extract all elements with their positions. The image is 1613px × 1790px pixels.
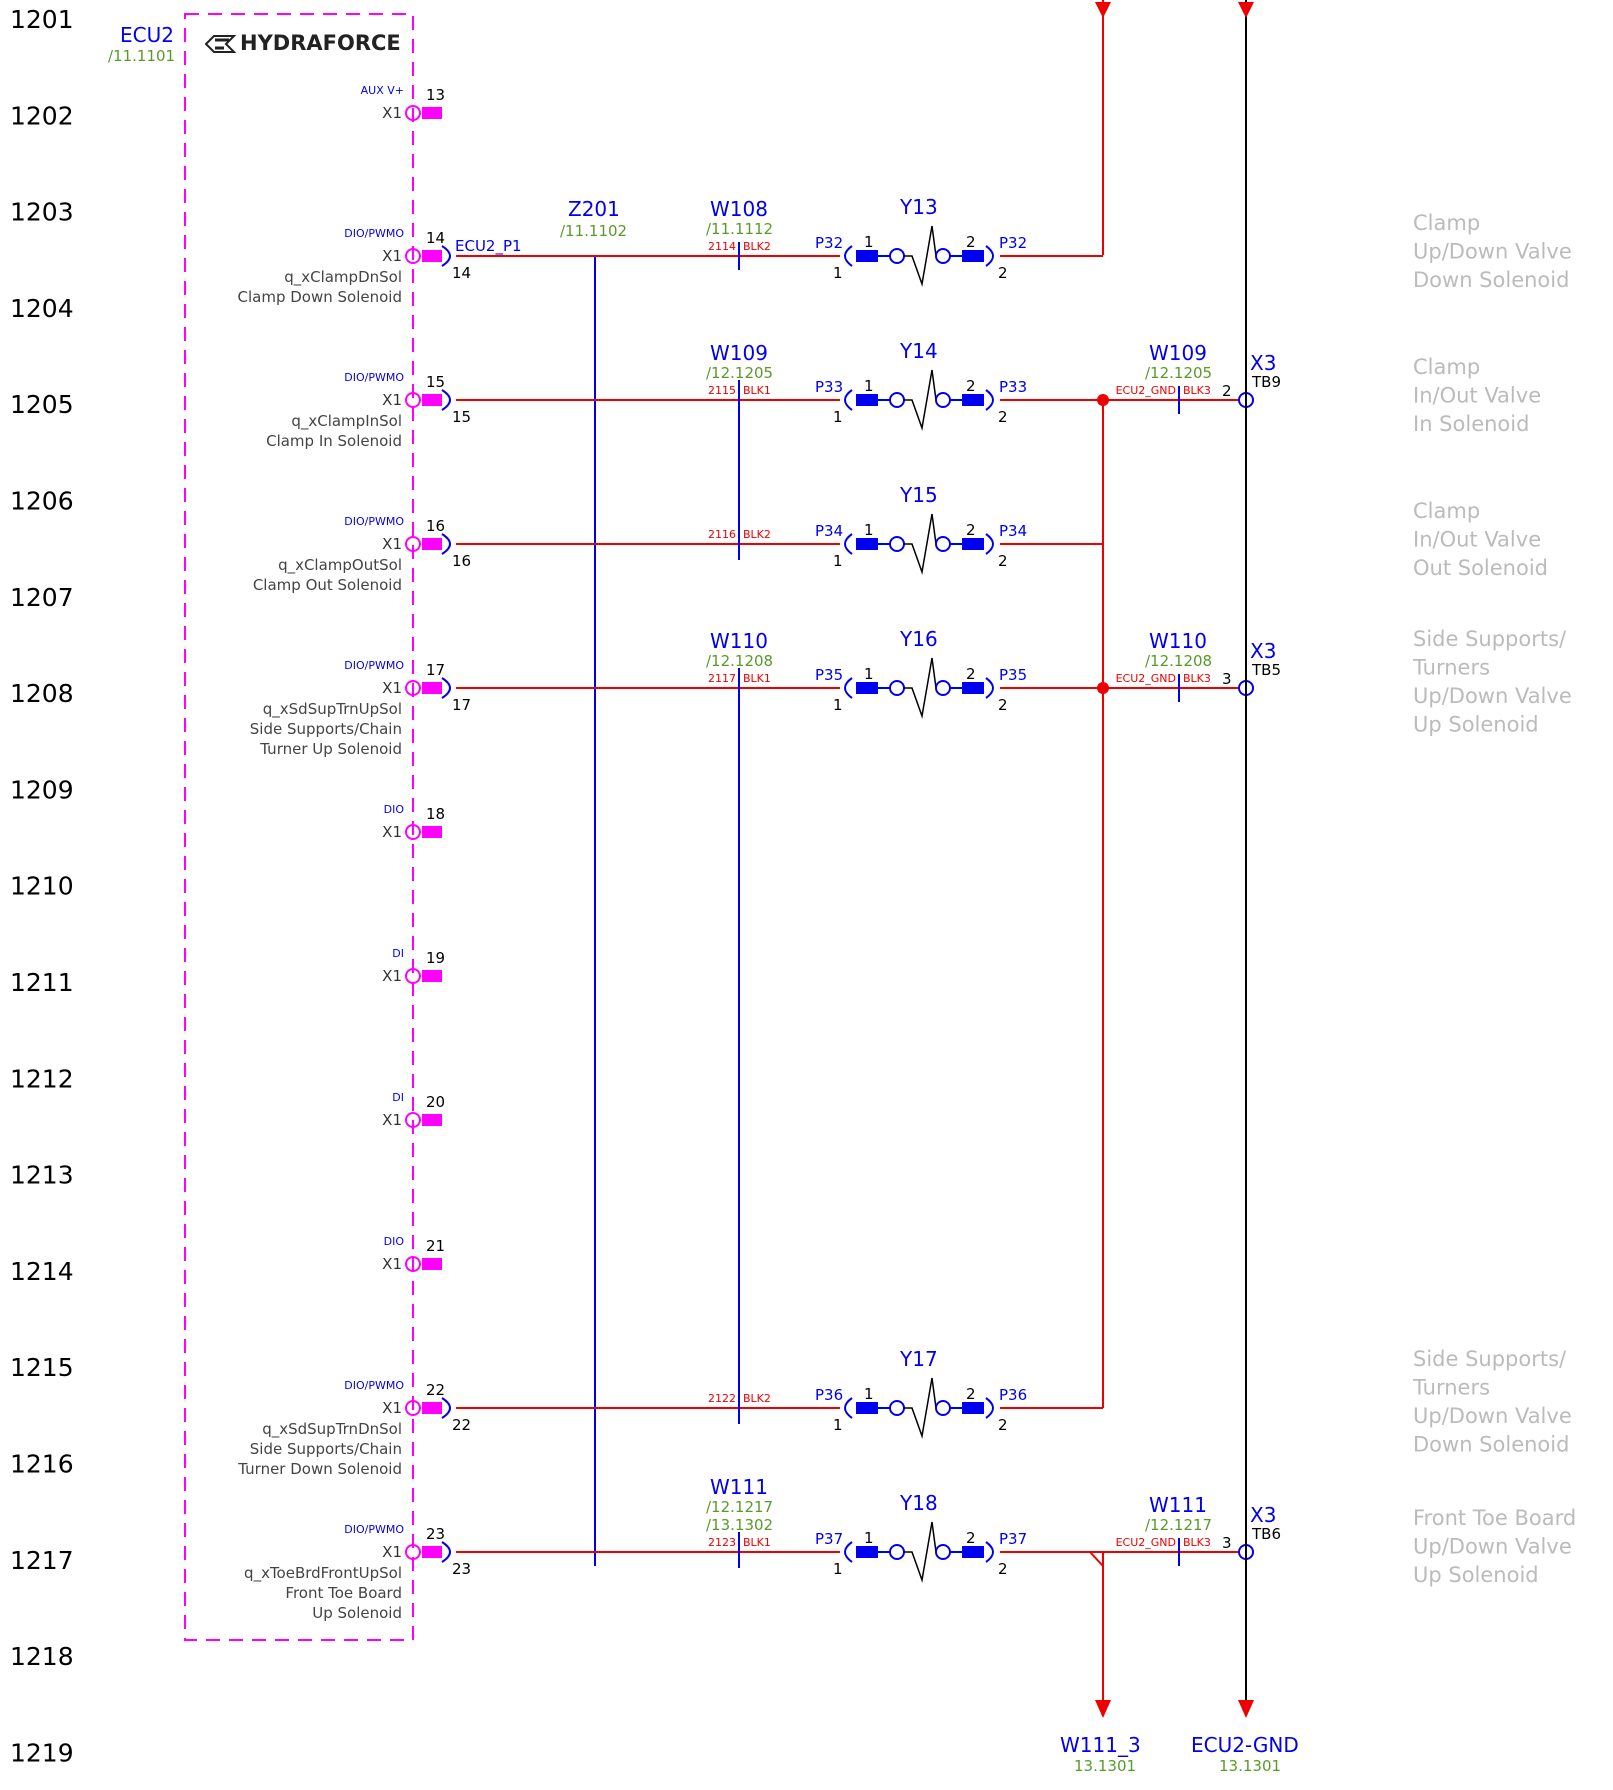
- red-arrow-down-icon: [1095, 1700, 1111, 1718]
- row-number: 1209: [10, 775, 74, 805]
- pin-connector: X1: [382, 679, 402, 697]
- circuit-y18: [456, 1475, 1103, 1580]
- ground-cable-ref: /12.1205: [1145, 364, 1213, 382]
- plug-icon: [986, 246, 993, 266]
- solenoid-pin-a: 1: [864, 233, 874, 251]
- plug-pin-a: 1: [833, 1560, 843, 1578]
- plug-name: P35: [999, 666, 1028, 684]
- plug-pin-b: 2: [998, 552, 1008, 570]
- pin-number: 17: [426, 661, 446, 679]
- ground-link-w109: [1097, 341, 1281, 414]
- red-arrow-down-icon: [1238, 1700, 1254, 1718]
- plug-name: P35: [815, 666, 844, 684]
- pin-connector: X1: [382, 1399, 402, 1417]
- signal-description: Front Toe Board: [285, 1584, 402, 1602]
- solenoid-pin-a: 1: [864, 665, 874, 683]
- hydraforce-brand: HYDRAFORCE: [240, 31, 401, 55]
- solenoid-pin-icon: [856, 538, 878, 550]
- pin-socket-icon: [422, 826, 442, 838]
- signal-name: q_xToeBrdFrontUpSol: [244, 1564, 402, 1582]
- wire-color: BLK1: [743, 1536, 771, 1549]
- pin-socket-icon: [422, 970, 442, 982]
- row-number: 1210: [10, 871, 74, 901]
- pin-type: DIO: [383, 803, 404, 816]
- circuit-y17: [456, 1347, 1103, 1436]
- red-arrow-down-icon: [1238, 2, 1254, 18]
- wire-number: 2122: [708, 1392, 736, 1405]
- plug-icon: [986, 390, 993, 410]
- valve-note: In/Out Valve: [1413, 383, 1542, 408]
- wire-color: BLK1: [743, 384, 771, 397]
- solenoid-name: Y16: [900, 627, 938, 651]
- ground-color: BLK3: [1183, 384, 1211, 397]
- plug-name: P34: [815, 522, 844, 540]
- pin-connector: X1: [382, 104, 402, 122]
- signal-name: q_xSdSupTrnUpSol: [262, 700, 402, 718]
- row-number: 1218: [10, 1642, 74, 1672]
- solenoid-coil-icon: [936, 393, 950, 407]
- valve-notes-group: [1412, 211, 1576, 1587]
- pin-number: 14: [426, 229, 446, 247]
- solenoid-coil-icon: [890, 1545, 904, 1559]
- ground-cable-name: W111: [1149, 1493, 1207, 1517]
- valve-note: Up Solenoid: [1413, 712, 1539, 737]
- valve-note: Down Solenoid: [1413, 268, 1570, 292]
- pin-out-number: 15: [452, 408, 472, 426]
- solenoid-circuit-group: [456, 195, 1281, 1580]
- valve-note: Up/Down Valve: [1413, 1404, 1572, 1428]
- terminal-pin: 2: [1222, 382, 1232, 400]
- valve-note: In Solenoid: [1413, 412, 1530, 436]
- ecu-pin-22: [237, 1379, 471, 1478]
- plug-name: P37: [999, 1530, 1028, 1548]
- plug-name: P37: [815, 1530, 844, 1548]
- pin-out-number: 23: [452, 1560, 472, 1578]
- pin-socket-icon: [422, 394, 442, 406]
- row-number: 1212: [10, 1064, 74, 1094]
- solenoid-coil-icon: [890, 681, 904, 695]
- hydraforce-icon: [206, 36, 234, 52]
- plug-pin-a: 1: [833, 264, 843, 282]
- cable-ref: /12.1208: [706, 652, 774, 670]
- plug-icon: [442, 1542, 450, 1562]
- ecu2-block: [108, 14, 413, 1640]
- ground-cable-name: W109: [1149, 341, 1207, 365]
- output-ecu2-gnd-ref: 13.1301: [1219, 1757, 1282, 1775]
- signal-name: q_xClampDnSol: [284, 268, 402, 286]
- signal-description: Clamp In Solenoid: [266, 432, 402, 450]
- pin-socket-icon: [422, 682, 442, 694]
- pin-connector: X1: [382, 391, 402, 409]
- valve-note: Up Solenoid: [1413, 1563, 1539, 1587]
- output-w111-3-ref: 13.1301: [1074, 1757, 1137, 1775]
- plug-pin-a: 1: [833, 408, 843, 426]
- valve-note: Up/Down Valve: [1413, 1534, 1572, 1559]
- hydraforce-logo: [206, 31, 401, 55]
- wire-color: BLK2: [743, 528, 771, 541]
- solenoid-name: Y15: [900, 483, 938, 507]
- plug-icon: [986, 534, 993, 554]
- plug-name: P36: [815, 1386, 844, 1404]
- cable-name: W109: [710, 341, 768, 365]
- solenoid-pin-b: 2: [966, 1529, 976, 1547]
- solenoid-coil-icon: [936, 1545, 950, 1559]
- plug-icon: [442, 1398, 450, 1418]
- signal-description: Turner Down Solenoid: [238, 1460, 402, 1478]
- wire-color: BLK1: [743, 672, 771, 685]
- branch-wire: [1090, 1552, 1103, 1566]
- pin-type: DI: [392, 1091, 404, 1104]
- plug-pin-b: 2: [998, 1560, 1008, 1578]
- ecu-pin-14: [238, 227, 522, 306]
- pin-number: 18: [426, 805, 446, 823]
- circuit-y13: [456, 195, 1103, 284]
- pin-socket-icon: [422, 1402, 442, 1414]
- valve-note: Side Supports/: [1413, 1347, 1567, 1371]
- cable-name: W111: [710, 1475, 768, 1499]
- row-number: 1211: [10, 968, 74, 997]
- row-number: 1208: [10, 679, 74, 709]
- pin-socket-icon: [422, 1114, 442, 1126]
- plug-icon: [845, 678, 852, 698]
- plug-pin-a: 1: [833, 1416, 843, 1434]
- solenoid-spring-icon: [904, 658, 936, 716]
- row-number: 1214: [10, 1256, 74, 1286]
- pin-connector: X1: [382, 1111, 402, 1129]
- ecu2-name: ECU2: [120, 23, 174, 47]
- supply-feeds: [1095, 0, 1254, 1716]
- plug-name: P34: [999, 522, 1028, 540]
- ecu-pin-16: [253, 515, 471, 594]
- terminal-pin: 3: [1222, 670, 1232, 688]
- row-number: 1203: [10, 197, 74, 227]
- solenoid-spring-icon: [904, 370, 936, 428]
- row-number: 1215: [10, 1353, 74, 1383]
- row-number: 1213: [10, 1160, 74, 1190]
- terminal-name: X3: [1250, 351, 1277, 375]
- solenoid-spring-icon: [904, 1522, 936, 1580]
- pin-type: DI: [392, 947, 404, 960]
- pin-connector: X1: [382, 967, 402, 985]
- plug-icon: [442, 246, 450, 266]
- ground-color: BLK3: [1183, 1536, 1211, 1549]
- pin-type: AUX V+: [360, 84, 404, 97]
- circuit-y15: [456, 483, 1103, 572]
- terminal-block: TB6: [1252, 1525, 1281, 1543]
- solenoid-name: Y14: [900, 339, 938, 363]
- row-number: 1216: [10, 1449, 74, 1479]
- ecu-pin-17: [250, 659, 471, 758]
- pin-number: 19: [426, 949, 446, 967]
- solenoid-pin-icon: [962, 1402, 984, 1414]
- plug-icon: [986, 1542, 993, 1562]
- solenoid-pin-b: 2: [966, 233, 976, 251]
- plug-icon: [442, 390, 450, 410]
- circuit-y16: [456, 627, 1103, 716]
- solenoid-pin-b: 2: [966, 521, 976, 539]
- pin-connector: X1: [382, 247, 402, 265]
- terminal-pin: 3: [1222, 1534, 1232, 1552]
- row-number: 1217: [10, 1545, 74, 1575]
- row-number: 1204: [10, 293, 74, 323]
- plug-icon: [845, 1398, 852, 1418]
- pin-connector: X1: [382, 823, 402, 841]
- ground-net: ECU2_GND: [1115, 384, 1176, 397]
- plug-icon: [845, 534, 852, 554]
- solenoid-pin-b: 2: [966, 377, 976, 395]
- red-arrow-down-icon: [1095, 2, 1111, 18]
- plug-pin-b: 2: [998, 264, 1008, 282]
- signal-description: Clamp Down Solenoid: [237, 288, 402, 306]
- valve-note: Turners: [1413, 655, 1491, 680]
- pin-number: 15: [426, 373, 446, 391]
- solenoid-spring-icon: [904, 514, 936, 572]
- solenoid-pin-a: 1: [864, 1529, 874, 1547]
- solenoid-pin-icon: [962, 682, 984, 694]
- pin-out-number: 16: [452, 552, 472, 570]
- plug-name: P32: [815, 234, 844, 252]
- row-number-column: [10, 5, 74, 1767]
- valve-note: Out Solenoid: [1413, 556, 1549, 580]
- plug-icon: [845, 1542, 852, 1562]
- solenoid-pin-icon: [856, 1546, 878, 1558]
- plug-pin-b: 2: [998, 696, 1008, 714]
- pin-connector: X1: [382, 535, 402, 553]
- valve-note: Down Solenoid: [1413, 1432, 1570, 1457]
- ground-color: BLK3: [1183, 672, 1211, 685]
- ground-link-w110: [1097, 629, 1281, 702]
- pin-out-number: 14: [452, 264, 472, 282]
- ground-link-w111: [1103, 1493, 1281, 1566]
- solenoid-name: Y17: [900, 1347, 938, 1371]
- bottom-outputs: [1060, 1551, 1299, 1775]
- ground-cable-name: W110: [1149, 629, 1207, 653]
- ground-net: ECU2_GND: [1115, 1536, 1176, 1549]
- wire-number: 2114: [708, 240, 736, 253]
- pin-socket-icon: [422, 538, 442, 550]
- bundle-z201: [560, 197, 627, 1566]
- solenoid-coil-icon: [936, 681, 950, 695]
- valve-note: Turners: [1413, 1375, 1491, 1400]
- wire-number: 2116: [708, 528, 736, 541]
- valve-note: Front Toe Board: [1413, 1506, 1577, 1530]
- signal-name: q_xSdSupTrnDnSol: [262, 1420, 402, 1438]
- row-number: 1206: [10, 486, 74, 516]
- valve-note: Clamp: [1413, 499, 1481, 523]
- row-number: 1205: [10, 390, 74, 420]
- ecu-pin-15: [266, 371, 471, 450]
- signal-description: Side Supports/Chain: [249, 1440, 402, 1458]
- solenoid-coil-icon: [890, 393, 904, 407]
- pin-socket-icon: [422, 1546, 442, 1558]
- solenoid-coil-icon: [890, 537, 904, 551]
- ground-net: ECU2_GND: [1115, 672, 1176, 685]
- pin-number: 23: [426, 1525, 446, 1543]
- output-ecu2-gnd: ECU2-GND: [1191, 1733, 1299, 1757]
- solenoid-spring-icon: [904, 1378, 936, 1436]
- terminal-name: X3: [1250, 639, 1277, 663]
- signal-description: Turner Up Solenoid: [260, 740, 402, 758]
- pin-number: 20: [426, 1093, 446, 1111]
- valve-note: In/Out Valve: [1413, 527, 1542, 552]
- pin-type: DIO/PWMO: [344, 1379, 404, 1392]
- plug-pin-b: 2: [998, 408, 1008, 426]
- pin-socket-icon: [422, 1258, 442, 1270]
- solenoid-pin-icon: [962, 250, 984, 262]
- solenoid-coil-icon: [936, 249, 950, 263]
- row-number: 1219: [10, 1738, 74, 1768]
- plug-name: P33: [815, 378, 844, 396]
- signal-description: Clamp Out Solenoid: [252, 576, 402, 594]
- solenoid-pin-icon: [962, 394, 984, 406]
- ecu-pin-23: [244, 1523, 471, 1622]
- plug-name: P32: [999, 234, 1028, 252]
- pin-type: DIO/PWMO: [344, 371, 404, 384]
- terminal-block: TB9: [1252, 373, 1281, 391]
- wire-color: BLK2: [743, 1392, 771, 1405]
- cable-ref: /12.1217: [706, 1498, 774, 1516]
- pin-out-number: 17: [452, 696, 472, 714]
- solenoid-coil-icon: [936, 537, 950, 551]
- cable-name: W110: [710, 629, 768, 653]
- solenoid-name: Y18: [900, 1491, 938, 1515]
- solenoid-pin-icon: [962, 538, 984, 550]
- ecu-pin-13: [361, 84, 445, 122]
- solenoid-pin-icon: [856, 394, 878, 406]
- pin-type: DIO/PWMO: [344, 1523, 404, 1536]
- signal-description: Up Solenoid: [312, 1604, 402, 1622]
- cable-ref: /11.1112: [706, 220, 774, 238]
- pin-connector: X1: [382, 1255, 402, 1273]
- signal-description: Side Supports/Chain: [249, 720, 402, 738]
- valve-note: Side Supports/: [1413, 627, 1567, 651]
- wire-number: 2123: [708, 1536, 736, 1549]
- solenoid-pin-a: 1: [864, 1385, 874, 1403]
- solenoid-spring-icon: [904, 226, 936, 284]
- pin-out-number: 22: [452, 1416, 472, 1434]
- plug-icon: [986, 678, 993, 698]
- ground-cable-ref: /12.1208: [1145, 652, 1213, 670]
- output-w111-3: W111_3: [1060, 1733, 1141, 1757]
- plug-pin-b: 2: [998, 1416, 1008, 1434]
- solenoid-name: Y13: [900, 195, 938, 219]
- valve-note: Up/Down Valve: [1413, 239, 1572, 264]
- plug-icon: [442, 534, 450, 554]
- circuit-y14: [456, 339, 1103, 428]
- pin-type: DIO/PWMO: [344, 227, 404, 240]
- valve-note: Clamp: [1413, 211, 1481, 235]
- row-number: 1201: [10, 5, 74, 34]
- z201-ref: /11.1102: [560, 222, 628, 240]
- pin-connector: X1: [382, 1543, 402, 1561]
- solenoid-pin-icon: [856, 250, 878, 262]
- solenoid-pin-b: 2: [966, 1385, 976, 1403]
- plug-icon: [845, 390, 852, 410]
- solenoid-coil-icon: [890, 1401, 904, 1415]
- terminal-name: X3: [1250, 1503, 1277, 1527]
- pin-socket-icon: [422, 107, 442, 119]
- plug-name: P33: [999, 378, 1028, 396]
- wire-number: 2117: [708, 672, 736, 685]
- cable-name: W108: [710, 197, 768, 221]
- wire-number: 2115: [708, 384, 736, 397]
- z201-name: Z201: [568, 197, 620, 221]
- ecu2-ref: /11.1101: [108, 47, 176, 65]
- solenoid-pin-a: 1: [864, 521, 874, 539]
- plug-name: P36: [999, 1386, 1028, 1404]
- signal-name: q_xClampOutSol: [278, 556, 402, 574]
- solenoid-coil-icon: [890, 249, 904, 263]
- pin-type: DIO/PWMO: [344, 659, 404, 672]
- plug-icon: [986, 1398, 993, 1418]
- pin-type: DIO: [383, 1235, 404, 1248]
- row-number: 1207: [10, 582, 74, 612]
- net-label: ECU2_P1: [455, 237, 522, 255]
- pin-number: 16: [426, 517, 446, 535]
- solenoid-pin-a: 1: [864, 377, 874, 395]
- terminal-block: TB5: [1252, 661, 1281, 679]
- cable-ref: /13.1302: [706, 1516, 774, 1534]
- pin-type: DIO/PWMO: [344, 515, 404, 528]
- row-number: 1202: [10, 101, 74, 131]
- pin-number: 13: [426, 86, 446, 104]
- solenoid-pin-b: 2: [966, 665, 976, 683]
- plug-icon: [442, 678, 450, 698]
- solenoid-pin-icon: [856, 682, 878, 694]
- signal-name: q_xClampInSol: [291, 412, 402, 430]
- pin-number: 21: [426, 1237, 446, 1255]
- solenoid-pin-icon: [856, 1402, 878, 1414]
- ground-cable-ref: /12.1217: [1145, 1516, 1213, 1534]
- plug-pin-a: 1: [833, 696, 843, 714]
- plug-pin-a: 1: [833, 552, 843, 570]
- solenoid-pin-icon: [962, 1546, 984, 1558]
- ecu2-frame: [185, 14, 413, 1640]
- valve-note: Clamp: [1413, 355, 1481, 379]
- wire-color: BLK2: [743, 240, 771, 253]
- ecu-pin-group: [237, 84, 521, 1622]
- valve-note: Up/Down Valve: [1413, 684, 1572, 708]
- solenoid-coil-icon: [936, 1401, 950, 1415]
- pin-socket-icon: [422, 250, 442, 262]
- cable-ref: /12.1205: [706, 364, 774, 382]
- pin-number: 22: [426, 1381, 446, 1399]
- plug-icon: [845, 246, 852, 266]
